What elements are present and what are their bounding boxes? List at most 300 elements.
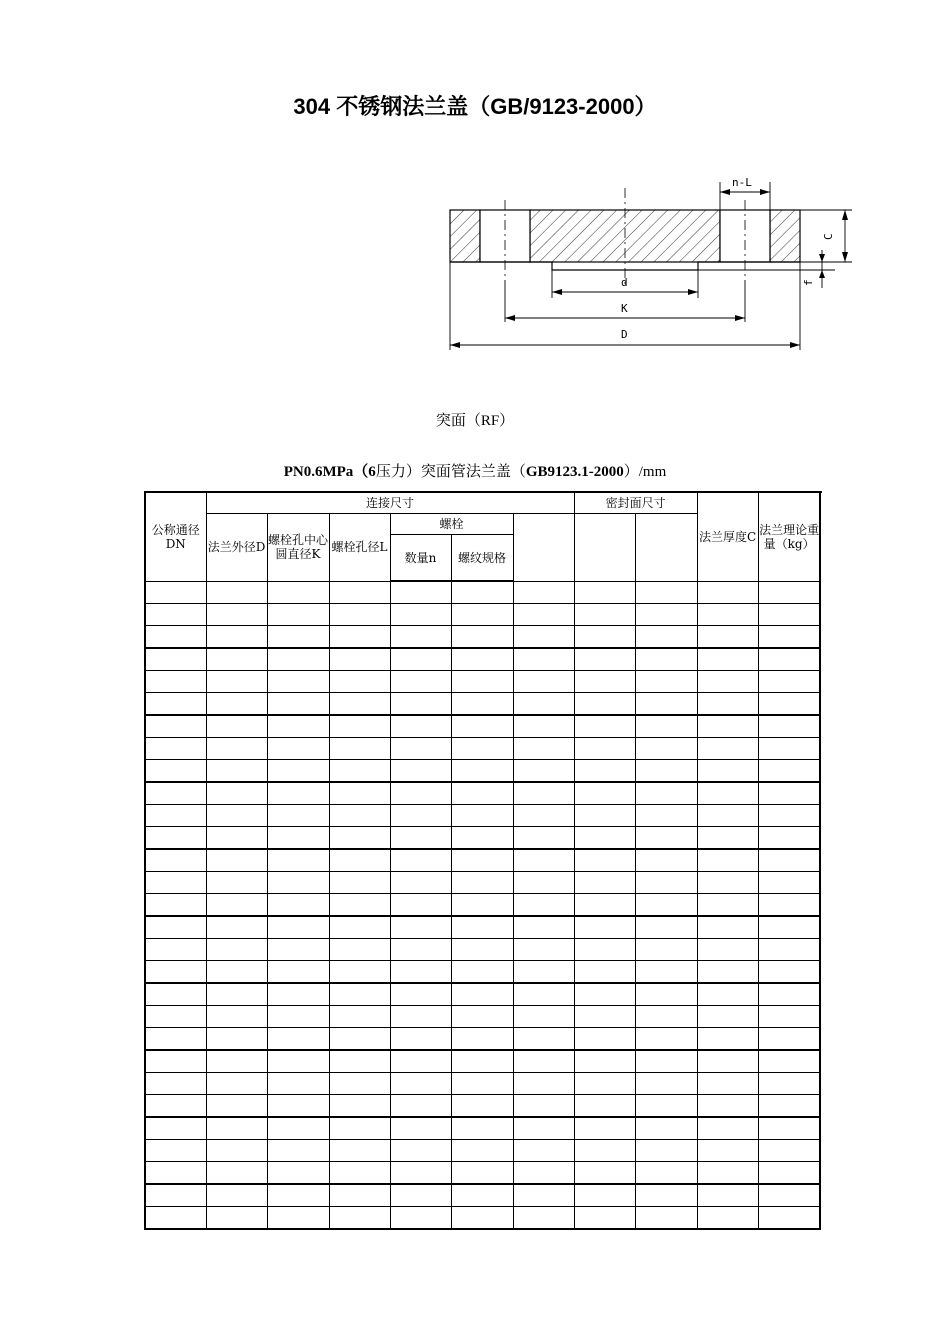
table-cell	[635, 1006, 697, 1028]
table-cell	[145, 1162, 206, 1185]
table-cell	[635, 939, 697, 961]
table-cell	[513, 1117, 574, 1140]
table-cell	[635, 983, 697, 1006]
table-cell	[206, 1006, 267, 1028]
table-cell	[451, 626, 513, 649]
table-cell	[513, 1140, 574, 1162]
table-cell	[267, 939, 329, 961]
table-cell	[635, 738, 697, 760]
table-cell	[390, 1095, 451, 1118]
table-cell	[451, 1162, 513, 1185]
table-cell	[574, 604, 635, 626]
header-thickness: 法兰厚度C	[697, 492, 758, 581]
table-cell	[758, 581, 820, 604]
table-cell	[145, 648, 206, 671]
table-cell	[206, 715, 267, 738]
table-cell	[145, 827, 206, 850]
table-cell	[267, 961, 329, 984]
label-f: f	[802, 279, 815, 286]
header-qty: 数量n	[390, 535, 451, 582]
table-cell	[758, 626, 820, 649]
table-cell	[574, 894, 635, 917]
table-row	[145, 872, 820, 894]
table-cell	[390, 1050, 451, 1073]
table-cell	[206, 1162, 267, 1185]
table-cell	[329, 939, 390, 961]
table-cell	[758, 1207, 820, 1230]
table-cell	[697, 894, 758, 917]
table-cell	[697, 1095, 758, 1118]
table-cell	[635, 827, 697, 850]
table-cell	[206, 916, 267, 939]
table-cell	[574, 1162, 635, 1185]
table-cell	[635, 1162, 697, 1185]
table-cell	[635, 849, 697, 872]
table-cell	[758, 1117, 820, 1140]
table-cell	[329, 1140, 390, 1162]
table-cell	[513, 872, 574, 894]
table-cell	[390, 1028, 451, 1051]
table-cell	[451, 1028, 513, 1051]
table-cell	[697, 782, 758, 805]
table-cell	[451, 961, 513, 984]
table-cell	[145, 805, 206, 827]
table-cell	[513, 916, 574, 939]
table-cell	[574, 1028, 635, 1051]
table-cell	[206, 872, 267, 894]
table-cell	[329, 1207, 390, 1230]
table-cell	[267, 760, 329, 783]
flange-cover-drawing	[440, 170, 860, 360]
table-cell	[206, 604, 267, 626]
table-cell	[329, 693, 390, 716]
table-cell	[329, 872, 390, 894]
table-title-part2: 压力）突面管法兰盖（	[375, 464, 526, 480]
table-cell	[574, 581, 635, 604]
table-cell	[329, 1117, 390, 1140]
table-cell	[329, 1006, 390, 1028]
table-row	[145, 738, 820, 760]
table-cell	[635, 581, 697, 604]
table-cell	[145, 715, 206, 738]
table-cell	[206, 894, 267, 917]
table-cell	[451, 1006, 513, 1028]
table-cell	[206, 1207, 267, 1230]
table-cell	[697, 1184, 758, 1207]
table-cell	[574, 939, 635, 961]
table-cell	[635, 872, 697, 894]
table-cell	[574, 1073, 635, 1095]
table-cell	[697, 671, 758, 693]
table-cell	[758, 894, 820, 917]
table-cell	[145, 1050, 206, 1073]
table-cell	[329, 738, 390, 760]
table-cell	[513, 939, 574, 961]
table-cell	[329, 626, 390, 649]
table-cell	[513, 805, 574, 827]
table-row	[145, 648, 820, 671]
table-row	[145, 939, 820, 961]
table-row	[145, 760, 820, 783]
table-cell	[758, 849, 820, 872]
table-cell	[758, 916, 820, 939]
table-cell	[267, 1184, 329, 1207]
table-cell	[145, 760, 206, 783]
table-cell	[513, 715, 574, 738]
table-cell	[513, 581, 574, 604]
table-cell	[451, 760, 513, 783]
table-cell	[513, 1006, 574, 1028]
table-cell	[574, 648, 635, 671]
table-cell	[758, 760, 820, 783]
table-cell	[697, 1028, 758, 1051]
table-cell	[513, 1073, 574, 1095]
table-cell	[513, 626, 574, 649]
table-cell	[574, 1050, 635, 1073]
table-cell	[267, 1162, 329, 1185]
table-cell	[206, 782, 267, 805]
table-cell	[758, 1028, 820, 1051]
table-cell	[145, 626, 206, 649]
table-cell	[451, 581, 513, 604]
table-cell	[267, 872, 329, 894]
table-cell	[145, 1073, 206, 1095]
table-cell	[758, 983, 820, 1006]
table-cell	[574, 827, 635, 850]
table-cell	[697, 849, 758, 872]
table-cell	[451, 827, 513, 850]
table-cell	[267, 1207, 329, 1230]
table-row	[145, 1162, 820, 1185]
table-cell	[758, 872, 820, 894]
table-cell	[697, 1207, 758, 1230]
table-cell	[574, 1006, 635, 1028]
table-cell	[390, 760, 451, 783]
table-cell	[390, 849, 451, 872]
table-title-part3: GB9123.1-2000	[525, 464, 624, 480]
table-cell	[206, 1140, 267, 1162]
header-bolt-hole: 螺栓孔径L	[329, 514, 390, 582]
table-title	[0, 460, 950, 481]
table-cell	[513, 894, 574, 917]
table-cell	[267, 894, 329, 917]
table-cell	[329, 1028, 390, 1051]
table-cell	[451, 648, 513, 671]
table-row	[145, 782, 820, 805]
table-cell	[697, 581, 758, 604]
table-cell	[697, 805, 758, 827]
table-cell	[451, 604, 513, 626]
table-cell	[390, 1207, 451, 1230]
table-cell	[574, 1095, 635, 1118]
table-cell	[267, 849, 329, 872]
table-cell	[574, 849, 635, 872]
table-title-part4: ）/mm	[623, 464, 667, 480]
table-cell	[267, 671, 329, 693]
table-cell	[574, 738, 635, 760]
table-cell	[329, 983, 390, 1006]
table-cell	[329, 961, 390, 984]
table-cell	[451, 1140, 513, 1162]
table-row	[145, 805, 820, 827]
table-cell	[206, 648, 267, 671]
table-cell	[451, 782, 513, 805]
table-cell	[697, 626, 758, 649]
table-cell	[145, 693, 206, 716]
table-cell	[451, 916, 513, 939]
table-cell	[513, 604, 574, 626]
table-cell	[635, 1184, 697, 1207]
table-cell	[390, 581, 451, 604]
table-cell	[574, 872, 635, 894]
table-cell	[513, 849, 574, 872]
table-cell	[145, 671, 206, 693]
table-cell	[145, 604, 206, 626]
table-cell	[267, 648, 329, 671]
table-cell	[513, 693, 574, 716]
table-cell	[635, 604, 697, 626]
table-cell	[451, 805, 513, 827]
table-cell	[697, 961, 758, 984]
table-cell	[574, 983, 635, 1006]
table-cell	[390, 1162, 451, 1185]
table-cell	[635, 626, 697, 649]
table-cell	[206, 939, 267, 961]
table-cell	[390, 1140, 451, 1162]
table-cell	[329, 604, 390, 626]
table-cell	[758, 1050, 820, 1073]
table-cell	[451, 1095, 513, 1118]
table-cell	[635, 1207, 697, 1230]
table-cell	[267, 782, 329, 805]
table-cell	[145, 872, 206, 894]
table-cell	[267, 1117, 329, 1140]
table-cell	[451, 1207, 513, 1230]
table-cell	[145, 1028, 206, 1051]
face-type-caption: 突面（RF）	[435, 413, 515, 429]
table-cell	[267, 1006, 329, 1028]
table-row	[145, 827, 820, 850]
table-cell	[697, 604, 758, 626]
table-row	[145, 1073, 820, 1095]
table-cell	[206, 1184, 267, 1207]
table-cell	[145, 581, 206, 604]
table-cell	[635, 961, 697, 984]
label-c: C	[822, 233, 835, 240]
table-cell	[758, 1095, 820, 1118]
table-cell	[635, 782, 697, 805]
table-cell	[758, 961, 820, 984]
table-cell	[267, 738, 329, 760]
table-row	[145, 1207, 820, 1230]
table-cell	[697, 827, 758, 850]
table-cell	[758, 693, 820, 716]
table-cell	[390, 894, 451, 917]
table-cell	[451, 872, 513, 894]
header-dn: 公称通径DN	[145, 492, 206, 581]
table-row	[145, 1006, 820, 1028]
table-cell	[451, 1050, 513, 1073]
table-cell	[329, 1073, 390, 1095]
table-cell	[451, 738, 513, 760]
table-cell	[206, 827, 267, 850]
table-cell	[513, 961, 574, 984]
table-cell	[206, 849, 267, 872]
table-cell	[758, 671, 820, 693]
table-cell	[697, 693, 758, 716]
table-cell	[390, 805, 451, 827]
table-cell	[390, 626, 451, 649]
table-cell	[635, 894, 697, 917]
table-cell	[574, 715, 635, 738]
table-cell	[574, 961, 635, 984]
table-cell	[390, 782, 451, 805]
table-cell	[267, 805, 329, 827]
table-cell	[758, 715, 820, 738]
table-cell	[513, 782, 574, 805]
table-row	[145, 894, 820, 917]
table-cell	[635, 1117, 697, 1140]
table-cell	[267, 693, 329, 716]
table-cell	[329, 849, 390, 872]
table-cell	[635, 1140, 697, 1162]
table-cell	[513, 1028, 574, 1051]
table-cell	[145, 849, 206, 872]
table-cell	[451, 849, 513, 872]
flange-spec-table	[144, 491, 821, 1230]
table-cell	[697, 738, 758, 760]
table-cell	[206, 983, 267, 1006]
table-cell	[145, 894, 206, 917]
table-cell	[451, 1117, 513, 1140]
table-cell	[697, 1006, 758, 1028]
table-row	[145, 983, 820, 1006]
table-cell	[635, 715, 697, 738]
table-cell	[206, 626, 267, 649]
table-cell	[574, 1117, 635, 1140]
table-cell	[451, 894, 513, 917]
label-D: D	[621, 328, 628, 341]
table-cell	[697, 648, 758, 671]
table-cell	[635, 693, 697, 716]
table-cell	[697, 983, 758, 1006]
header-seal-b	[574, 514, 635, 582]
table-row	[145, 1095, 820, 1118]
table-cell	[390, 715, 451, 738]
table-cell	[206, 760, 267, 783]
table-cell	[267, 604, 329, 626]
table-cell	[390, 1073, 451, 1095]
table-row	[145, 693, 820, 716]
table-cell	[697, 1073, 758, 1095]
flange-section	[450, 210, 800, 270]
table-cell	[390, 738, 451, 760]
header-bolt-circle: 螺栓孔中心圆直径K	[267, 514, 329, 582]
table-cell	[329, 671, 390, 693]
table-row	[145, 1140, 820, 1162]
table-cell	[267, 1050, 329, 1073]
table-cell	[574, 671, 635, 693]
table-cell	[758, 1162, 820, 1185]
label-k: K	[621, 302, 628, 315]
table-cell	[758, 827, 820, 850]
table-cell	[697, 939, 758, 961]
table-cell	[697, 1050, 758, 1073]
table-cell	[206, 1073, 267, 1095]
table-cell	[390, 671, 451, 693]
table-cell	[574, 693, 635, 716]
label-nl: n-L	[732, 176, 752, 189]
table-cell	[267, 1140, 329, 1162]
table-cell	[390, 648, 451, 671]
table-row	[145, 1028, 820, 1051]
table-cell	[267, 1073, 329, 1095]
table-cell	[145, 1184, 206, 1207]
table-title-part1: PN0.6MPa（6	[283, 464, 376, 480]
table-cell	[635, 1050, 697, 1073]
table-cell	[697, 1140, 758, 1162]
table-cell	[635, 916, 697, 939]
table-cell	[145, 738, 206, 760]
table-cell	[513, 648, 574, 671]
table-cell	[451, 1184, 513, 1207]
table-cell	[206, 1095, 267, 1118]
table-cell	[329, 715, 390, 738]
table-cell	[390, 983, 451, 1006]
table-cell	[329, 1162, 390, 1185]
table-cell	[329, 894, 390, 917]
table-cell	[758, 1073, 820, 1095]
table-cell	[513, 1050, 574, 1073]
table-cell	[267, 715, 329, 738]
table-cell	[451, 671, 513, 693]
table-cell	[574, 626, 635, 649]
table-cell	[697, 872, 758, 894]
table-cell	[513, 671, 574, 693]
table-cell	[758, 939, 820, 961]
table-cell	[329, 648, 390, 671]
table-cell	[329, 1095, 390, 1118]
table-cell	[329, 581, 390, 604]
table-row	[145, 961, 820, 984]
table-cell	[390, 1117, 451, 1140]
table-cell	[697, 715, 758, 738]
table-cell	[390, 1184, 451, 1207]
table-cell	[758, 782, 820, 805]
table-cell	[513, 738, 574, 760]
header-seal-a	[513, 514, 574, 582]
table-cell	[513, 760, 574, 783]
table-row	[145, 1184, 820, 1207]
table-row	[145, 849, 820, 872]
table-row	[145, 604, 820, 626]
table-cell	[758, 1006, 820, 1028]
table-cell	[267, 1095, 329, 1118]
table-cell	[574, 1140, 635, 1162]
table-cell	[267, 1028, 329, 1051]
table-cell	[635, 671, 697, 693]
table-cell	[206, 961, 267, 984]
table-cell	[267, 983, 329, 1006]
table-cell	[635, 1073, 697, 1095]
table-row	[145, 715, 820, 738]
table-cell	[329, 805, 390, 827]
table-cell	[206, 1117, 267, 1140]
table-cell	[145, 1095, 206, 1118]
table-cell	[697, 916, 758, 939]
table-cell	[206, 1028, 267, 1051]
table-cell	[451, 693, 513, 716]
